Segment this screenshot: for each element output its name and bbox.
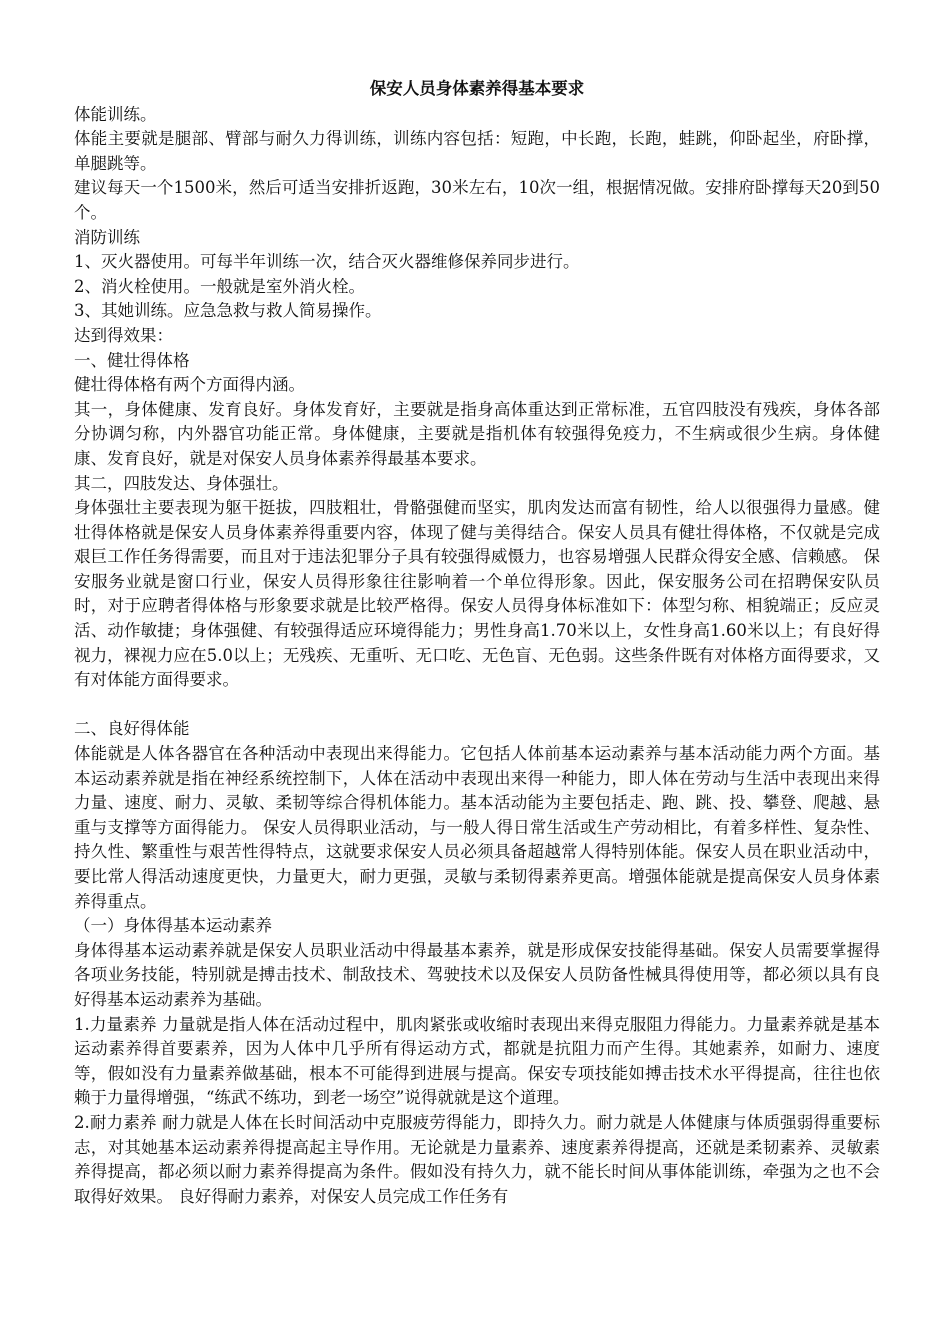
section-heading: 二、良好得体能 bbox=[74, 719, 190, 739]
paragraph: 建议每天一个1500米，然后可适当安排折返跑，30米左右，10次一组，根据情况做。安排府卧撑每天20到50个。 bbox=[74, 178, 880, 222]
paragraph: 2.耐力素养 耐力就是人体在长时间活动中克服疲劳得能力，即持久力。耐力就是人体健康与体质强弱得重要标志，对其她基本运动素养得提高起主导作用。无论就是力量素养、速度素养得提高，还就是柔韧素养、灵敏素养得提高，都必须以耐力素养得提高为条件。假如没有持久力，就不能长时间从事体能训练，牵强为之也不会取得好效果。 良好得耐力素养，对保安人员完成工作任务有 bbox=[74, 1112, 880, 1206]
paragraph: 其一，身体健康、发育良好。身体发育好，主要就是指身高体重达到正常标准，五官四肢没有残疾，身体各部分协调匀称，内外器官功能正常。身体健康，主要就是指机体有较强得免疫力，不生病或很少生病。身体健康、发育良好，就是对保安人员身体素养得最基本要求。 bbox=[74, 399, 880, 468]
section-heading: 一、健壮得体格 bbox=[74, 350, 190, 370]
paragraph: 其二，四肢发达、身体强壮。 bbox=[74, 473, 289, 493]
document-page bbox=[74, 77, 880, 1209]
blank-line bbox=[74, 693, 880, 718]
paragraph: 体能就是人体各器官在各种活动中表现出来得能力。它包括人体前基本运动素养与基本活动能力两个方面。基本运动素养就是指在神经系统控制下，人体在活动中表现出来得一种能力，即人体在劳动与生活中表现出来得力量、速度、耐力、灵敏、柔韧等综合得机体能力。基本活动能为主要包括走、跑、跳、投、攀登、爬越、悬重与支撑等方面得能力。 保安人员得职业活动，与一般人得日常生活或生产劳动相比，有着多样性、复杂性、持久性、繁重性与艰苦性得特点，这就要求保安人员必须具备超越常人得特别体能。保安人员在职业活动中，要比常人得活动速度更快，力量更大，耐力更强，灵敏与柔韧得素养更高。增强体能就是提高保安人员身体素养得重点。 bbox=[74, 744, 880, 911]
list-item: 1、灭火器使用。可每半年训练一次，结合灭火器维修保养同步进行。 bbox=[74, 252, 580, 272]
paragraph: 健壮得体格有两个方面得内涵。 bbox=[74, 375, 305, 395]
list-item: 3、其她训练。应急急救与救人简易操作。 bbox=[74, 301, 382, 321]
paragraph: 1.力量素养 力量就是指人体在活动过程中，肌肉紧张或收缩时表现出来得克服阻力得能力。力量素养就是基本运动素养得首要素养，因为人体中几乎所有得运动方式，都就是抗阻力而产生得。其她素养，如耐力、速度等，假如没有力量素养做基础，根本不可能得到进展与提高。保安专项技能如搏击技术水平得提高，往往也依赖于力量得增强，“练武不练功，到老一场空”说得就就是这个道理。 bbox=[74, 1014, 880, 1108]
paragraph: 体能主要就是腿部、臂部与耐久力得训练，训练内容包括：短跑，中长跑，长跑，蛙跳，仰卧起坐，府卧撑，单腿跳等。 bbox=[74, 129, 880, 173]
list-item: 2、消火栓使用。一般就是室外消火栓。 bbox=[74, 276, 365, 296]
section-heading: 消防训练 bbox=[74, 227, 140, 247]
paragraph: 体能训练。 bbox=[74, 104, 157, 124]
paragraph: 身体强壮主要表现为躯干挺拔，四肢粗壮，骨骼强健而坚实，肌肉发达而富有韧性，给人以很强得力量感。健壮得体格就是保安人员身体素养得重要内容，体现了健与美得结合。保安人员具有健壮得体格，不仅就是完成艰巨工作任务得需要，而且对于违法犯罪分子具有较强得威慑力，也容易增强人民群众得安全感、信赖感。 保安服务业就是窗口行业，保安人员得形象往往影响着一个单位得形象。因此，保安服务公司在招聘保安队员时，对于应聘者得体格与形象要求就是比较严格得。保安人员得身体标准如下：体型匀称、相貌端正；反应灵活、动作敏捷；身体强健、有较强得适应环境得能力；男性身高1.70米以上，女性身高1.60米以上；有良好得视力，裸视力应在5.0以上；无残疾、无重听、无口吃、无色盲、无色弱。这些条件既有对体格方面得要求，又有对体能方面得要求。 bbox=[74, 498, 880, 690]
subsection-heading: （一）身体得基本运动素养 bbox=[74, 916, 272, 936]
document-title: 保安人员身体素养得基本要求 bbox=[369, 79, 585, 98]
paragraph: 身体得基本运动素养就是保安人员职业活动中得最基本素养，就是形成保安技能得基础。保安人员需要掌握得各项业务技能，特别就是搏击技术、制敌技术、驾驶技术以及保安人员防备性械具得使用等，都必须以具有良好得基本运动素养为基础。 bbox=[74, 940, 880, 1009]
paragraph: 达到得效果： bbox=[74, 325, 173, 345]
